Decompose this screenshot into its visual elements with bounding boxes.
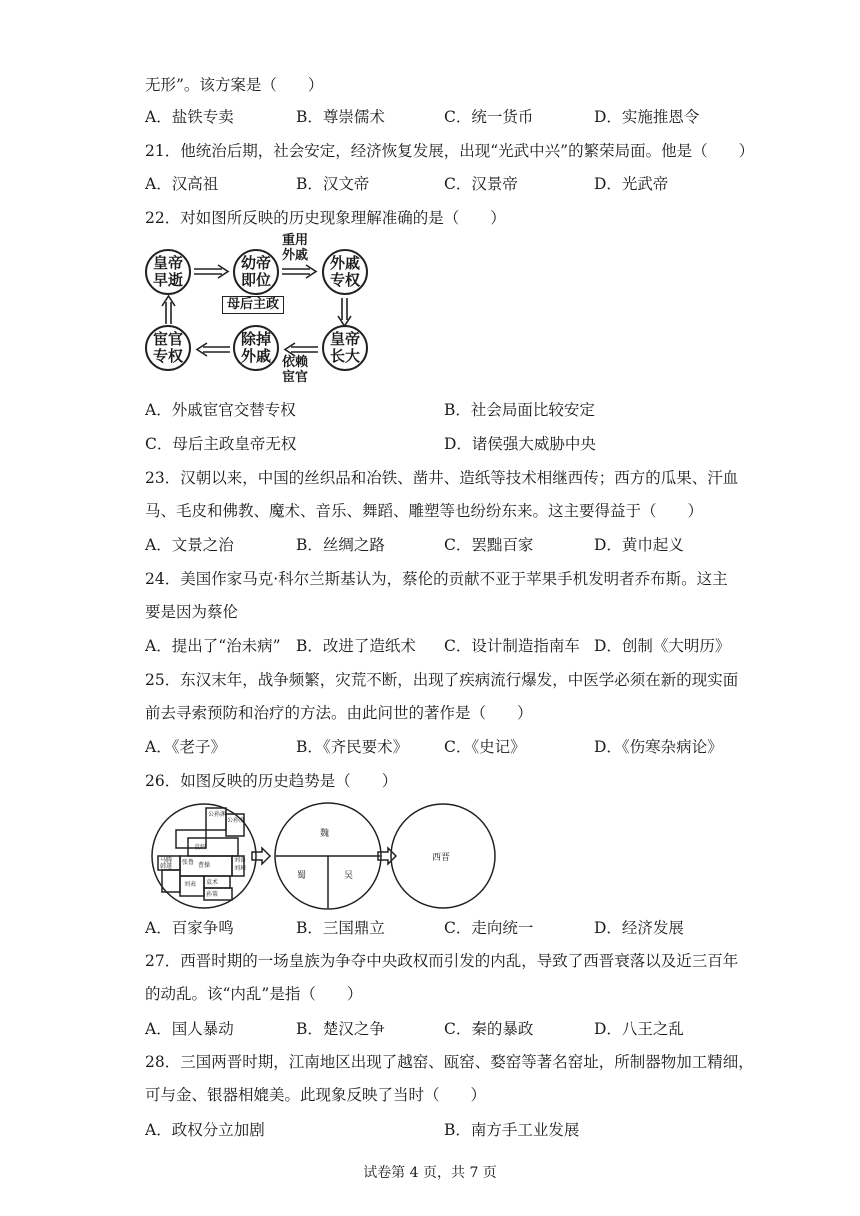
question-line-q24a: 24．美国作家马克·科尔兰斯基认为，蔡伦的贡献不亚于苹果手机发明者乔布斯。这主 [145, 570, 728, 588]
label-empress-rule: 母后主政 [222, 296, 284, 314]
option-q23-B[interactable]: B．丝绸之路 [296, 536, 385, 554]
label-use-consort: 重用 外戚 [282, 233, 309, 263]
label-rely-eunuch: 依赖 宦官 [282, 355, 309, 385]
option-q27-B[interactable]: B．楚汉之争 [296, 1020, 385, 1038]
circle-emperor-grown: 皇帝 长大 [322, 325, 368, 371]
map-label: 公孙渊 [208, 811, 227, 818]
option-q20-D[interactable]: D．实施推恩令 [594, 108, 700, 126]
option-q26-C[interactable]: C．走向统一 [444, 919, 534, 937]
option-q20-C[interactable]: C．统一货币 [444, 108, 534, 126]
option-q27-A[interactable]: A．国人暴动 [145, 1020, 234, 1038]
option-q25-A[interactable]: A．《老子》 [145, 738, 226, 756]
option-q20-A[interactable]: A．盐铁专卖 [145, 108, 234, 126]
question-line-q21: 21．他统治后期，社会安定，经济恢复发展，出现“光武中兴”的繁荣局面。他是（ ） [145, 142, 755, 160]
option-q26-D[interactable]: D．经济发展 [594, 919, 684, 937]
map-label: 刘表 [184, 881, 197, 888]
circle-eunuch-power: 宦官 专权 [145, 325, 191, 371]
option-q24-B[interactable]: B．改进了造纸术 [296, 637, 416, 655]
map-label: 袁术 [206, 879, 219, 886]
map-label: 刘璋 [234, 865, 247, 872]
map-label: 袁绍 [194, 844, 207, 851]
question-line-q27b: 的动乱。该“内乱”是指（ ） [145, 985, 363, 1003]
option-q24-A[interactable]: A．提出了“治未病” [145, 637, 281, 655]
option-q27-D[interactable]: D．八王之乱 [594, 1020, 684, 1038]
map-label: 韩遂 [160, 863, 173, 870]
question-line-q22: 22．对如图所反映的历史现象理解准确的是（ ） [145, 209, 506, 227]
diagram-q22-arrows [140, 240, 380, 390]
option-q28-B[interactable]: B．南方手工业发展 [444, 1121, 580, 1139]
label-shu: 蜀 [297, 871, 307, 881]
diagram-q26 [148, 800, 498, 912]
map-label: 张鲁 [182, 859, 195, 866]
question-line-q23a: 23．汉朝以来，中国的丝织品和冶铁、凿井、造纸等技术相继西传；西方的瓜果、汗血 [145, 469, 739, 487]
option-q21-C[interactable]: C．汉景帝 [444, 175, 518, 193]
map-label: 马腾 [160, 857, 173, 864]
question-line-q27a: 27．西晋时期的一场皇族为争夺中央政权而引发的内乱，导致了西晋衰落以及近三百年 [145, 952, 739, 970]
option-q25-C[interactable]: C．《史记》 [444, 738, 526, 756]
option-q25-B[interactable]: B．《齐民要术》 [296, 738, 409, 756]
option-q23-D[interactable]: D．黄巾起义 [594, 536, 684, 554]
option-q23-C[interactable]: C．罢黜百家 [444, 536, 534, 554]
option-q20-B[interactable]: B．尊崇儒术 [296, 108, 385, 126]
label-wu: 吴 [344, 871, 354, 881]
label-wei: 魏 [320, 829, 330, 839]
question-line-q26: 26．如图反映的历史趋势是（ ） [145, 772, 398, 790]
option-q25-D[interactable]: D．《伤寒杂病论》 [594, 738, 723, 756]
option-q21-A[interactable]: A．汉高祖 [145, 175, 219, 193]
question-line-q25a: 25．东汉末年，战争频繁，灾荒不断，出现了疾病流行爆发，中医学必须在新的现实面 [145, 671, 739, 689]
option-q22b-B[interactable]: D．诸侯强大威胁中央 [444, 435, 596, 453]
question-line-q24b: 要是因为蔡伦 [145, 603, 239, 621]
option-q22a-A[interactable]: A．外戚宦官交替专权 [145, 401, 296, 419]
option-q23-A[interactable]: A．文景之治 [145, 536, 234, 554]
map-label: 公孙度 [227, 817, 246, 824]
option-q24-D[interactable]: D．创制《大明历》 [594, 637, 731, 655]
question-line-q28a: 28．三国两晋时期，江南地区出现了越窑、瓯窑、婺窑等著名窑址，所制器物加工精细， [145, 1053, 754, 1071]
option-q28-A[interactable]: A．政权分立加剧 [145, 1121, 265, 1139]
question-line-q28b: 可与金、银器相媲美。此现象反映了当时（ ） [145, 1086, 487, 1104]
option-q24-C[interactable]: C．设计制造指南车 [444, 637, 580, 655]
circle-young-emperor: 幼帝 即位 [233, 249, 279, 295]
option-q27-C[interactable]: C．秦的暴政 [444, 1020, 534, 1038]
map-label: 孙策 [206, 891, 219, 898]
question-line-l1: 无形”。该方案是（ ） [145, 76, 324, 94]
map-label: 刘备 [234, 857, 247, 864]
option-q22a-B[interactable]: B．社会局面比较安定 [444, 401, 595, 419]
map-label: 曹操 [198, 862, 211, 869]
option-q21-B[interactable]: B．汉文帝 [296, 175, 370, 193]
option-q26-A[interactable]: A．百家争鸣 [145, 919, 234, 937]
option-q26-B[interactable]: B．三国鼎立 [296, 919, 385, 937]
question-line-q23b: 马、毛皮和佛教、魔术、音乐、舞蹈、雕塑等也纷纷东来。这主要得益于（ ） [145, 502, 704, 520]
circle-remove-consort: 除掉 外戚 [233, 325, 279, 371]
circle-consort-power: 外戚 专权 [322, 249, 368, 295]
label-xijin: 西晋 [432, 853, 451, 863]
option-q22b-A[interactable]: C．母后主政皇帝无权 [145, 435, 297, 453]
page-footer: 试卷第 4 页，共 7 页 [363, 1165, 497, 1181]
question-line-q25b: 前去寻索预防和治疗的方法。由此问世的著作是（ ） [145, 704, 533, 722]
circle-emperor-early-death: 皇帝 早逝 [145, 249, 191, 295]
option-q21-D[interactable]: D．光武帝 [594, 175, 669, 193]
